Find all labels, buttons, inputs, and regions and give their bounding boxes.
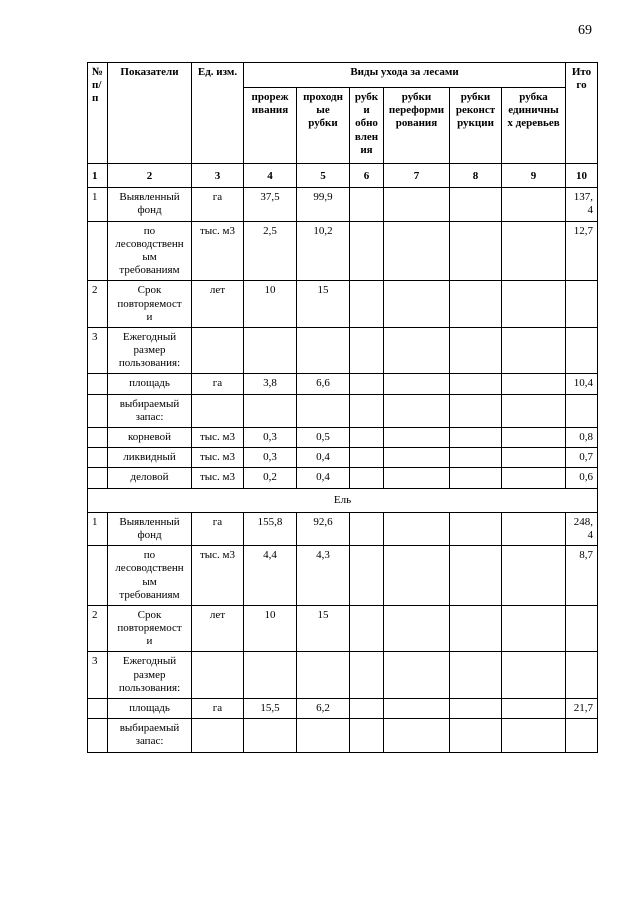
row-empty-cell [384,327,450,374]
row-empty-cell [450,281,502,328]
row-empty-cell [502,652,566,699]
row-thinning-value: 4,4 [244,546,297,606]
row-number [88,428,108,448]
table-row [88,719,598,752]
row-number: 3 [88,652,108,699]
row-number: 2 [88,605,108,652]
row-empty-cell [450,719,502,752]
row-empty-cell [350,221,384,281]
table-row [88,188,598,221]
table-row [88,468,598,488]
header-type-reconstruction: рубки реконст рукции [450,88,502,164]
row-indicator: корневой [108,428,192,448]
row-total [566,719,598,752]
row-passage-value [297,719,350,752]
col-number: 6 [350,164,384,188]
row-unit: га [192,188,244,221]
header-num: № п/ п [88,63,108,164]
row-empty-cell [350,374,384,394]
row-empty-cell [384,221,450,281]
row-passage-value: 0,4 [297,468,350,488]
row-empty-cell [350,512,384,545]
header-unit: Ед. изм. [192,63,244,164]
row-unit: тыс. м3 [192,546,244,606]
row-unit [192,327,244,374]
header-type-renewal: рубк и обно влен ия [350,88,384,164]
row-empty-cell [384,374,450,394]
row-empty-cell [384,512,450,545]
row-passage-value: 0,4 [297,448,350,468]
row-empty-cell [350,394,384,427]
row-empty-cell [502,221,566,281]
row-empty-cell [350,188,384,221]
row-empty-cell [450,394,502,427]
row-total: 137, 4 [566,188,598,221]
row-unit: тыс. м3 [192,468,244,488]
row-empty-cell [384,719,450,752]
row-empty-cell [350,448,384,468]
row-empty-cell [350,468,384,488]
row-indicator: деловой [108,468,192,488]
row-indicator: по лесоводственн ым требованиям [108,546,192,606]
row-passage-value [297,394,350,427]
col-number: 8 [450,164,502,188]
row-thinning-value: 2,5 [244,221,297,281]
row-number: 3 [88,327,108,374]
row-indicator: Ежегодный размер пользования: [108,327,192,374]
row-empty-cell [350,546,384,606]
header-types-title: Виды ухода за лесами [244,63,566,88]
row-empty-cell [350,605,384,652]
row-number [88,448,108,468]
row-thinning-value [244,652,297,699]
row-total: 0,6 [566,468,598,488]
table-row [88,605,598,652]
col-number: 3 [192,164,244,188]
row-passage-value: 6,2 [297,699,350,719]
row-indicator: Выявленный фонд [108,512,192,545]
row-indicator: выбираемый запас: [108,394,192,427]
row-empty-cell [502,188,566,221]
row-empty-cell [384,428,450,448]
row-thinning-value: 3,8 [244,374,297,394]
row-thinning-value: 0,2 [244,468,297,488]
row-indicator: выбираемый запас: [108,719,192,752]
col-number: 2 [108,164,192,188]
row-empty-cell [450,546,502,606]
row-number [88,394,108,427]
table-row [88,652,598,699]
row-empty-cell [502,699,566,719]
row-number [88,699,108,719]
row-empty-cell [450,652,502,699]
table-row [88,699,598,719]
table-row [88,428,598,448]
row-unit [192,719,244,752]
row-empty-cell [502,468,566,488]
row-indicator: Срок повторяемост и [108,281,192,328]
row-empty-cell [450,327,502,374]
row-thinning-value [244,394,297,427]
table-row [88,512,598,545]
row-empty-cell [384,546,450,606]
row-empty-cell [350,281,384,328]
row-empty-cell [450,448,502,468]
row-thinning-value [244,719,297,752]
row-unit: га [192,512,244,545]
row-empty-cell [502,394,566,427]
header-type-passage: проходн ые рубки [297,88,350,164]
table-row [88,327,598,374]
row-thinning-value: 37,5 [244,188,297,221]
row-thinning-value: 0,3 [244,448,297,468]
row-empty-cell [450,374,502,394]
row-unit: тыс. м3 [192,221,244,281]
row-empty-cell [450,428,502,448]
col-number: 9 [502,164,566,188]
row-empty-cell [502,448,566,468]
row-indicator: ликвидный [108,448,192,468]
row-empty-cell [384,394,450,427]
header-row-1 [88,63,598,88]
section-title: Ель [88,488,598,512]
row-passage-value: 4,3 [297,546,350,606]
table-row [88,221,598,281]
row-unit: лет [192,281,244,328]
row-number: 1 [88,512,108,545]
row-empty-cell [502,605,566,652]
row-empty-cell [502,327,566,374]
page-number: 69 [578,23,592,38]
row-total: 0,8 [566,428,598,448]
row-indicator: Срок повторяемост и [108,605,192,652]
col-number: 1 [88,164,108,188]
row-indicator: по лесоводственн ым требованиям [108,221,192,281]
row-empty-cell [384,468,450,488]
row-total: 0,7 [566,448,598,468]
row-indicator: Выявленный фонд [108,188,192,221]
row-empty-cell [384,605,450,652]
row-passage-value: 10,2 [297,221,350,281]
row-passage-value [297,652,350,699]
table-row [88,394,598,427]
row-unit [192,652,244,699]
row-empty-cell [350,327,384,374]
row-empty-cell [384,281,450,328]
col-number: 5 [297,164,350,188]
row-total: 8,7 [566,546,598,606]
row-empty-cell [502,546,566,606]
row-empty-cell [450,188,502,221]
row-passage-value: 92,6 [297,512,350,545]
table-row [88,281,598,328]
col-number: 10 [566,164,598,188]
forest-care-table [87,62,598,753]
col-number: 4 [244,164,297,188]
row-unit: га [192,374,244,394]
row-number [88,719,108,752]
row-indicator: Ежегодный размер пользования: [108,652,192,699]
row-total [566,652,598,699]
row-empty-cell [350,428,384,448]
section-row [88,488,598,512]
row-total [566,605,598,652]
row-total: 12,7 [566,221,598,281]
row-empty-cell [384,188,450,221]
header-type-thinning: прореж ивания [244,88,297,164]
row-indicator: площадь [108,374,192,394]
row-empty-cell [384,448,450,468]
row-empty-cell [450,605,502,652]
header-type-reformation: рубки переформи рования [384,88,450,164]
row-empty-cell [450,699,502,719]
row-total [566,327,598,374]
row-total: 10,4 [566,374,598,394]
header-indicator: Показатели [108,63,192,164]
row-total: 248, 4 [566,512,598,545]
table-row [88,546,598,606]
row-passage-value: 99,9 [297,188,350,221]
row-total [566,281,598,328]
row-empty-cell [384,652,450,699]
row-total [566,394,598,427]
row-total: 21,7 [566,699,598,719]
row-empty-cell [350,652,384,699]
row-empty-cell [502,512,566,545]
header-total: Ито го [566,63,598,164]
row-indicator: площадь [108,699,192,719]
row-empty-cell [502,374,566,394]
row-unit: тыс. м3 [192,428,244,448]
row-passage-value: 6,6 [297,374,350,394]
row-unit: га [192,699,244,719]
row-number: 2 [88,281,108,328]
row-number [88,374,108,394]
row-number [88,221,108,281]
row-thinning-value: 0,3 [244,428,297,448]
row-number: 1 [88,188,108,221]
row-unit: тыс. м3 [192,448,244,468]
row-unit [192,394,244,427]
header-type-single-trees: рубка единичны х деревьев [502,88,566,164]
row-empty-cell [450,221,502,281]
row-thinning-value: 155,8 [244,512,297,545]
row-empty-cell [502,428,566,448]
row-empty-cell [502,281,566,328]
row-thinning-value [244,327,297,374]
column-numbers-row [88,164,598,188]
table-row [88,374,598,394]
row-passage-value: 15 [297,605,350,652]
table-row [88,448,598,468]
row-empty-cell [450,468,502,488]
row-passage-value [297,327,350,374]
row-thinning-value: 10 [244,281,297,328]
row-passage-value: 15 [297,281,350,328]
row-thinning-value: 10 [244,605,297,652]
row-number [88,468,108,488]
row-unit: лет [192,605,244,652]
row-empty-cell [450,512,502,545]
col-number: 7 [384,164,450,188]
row-empty-cell [350,699,384,719]
row-thinning-value: 15,5 [244,699,297,719]
row-number [88,546,108,606]
row-empty-cell [502,719,566,752]
row-passage-value: 0,5 [297,428,350,448]
row-empty-cell [350,719,384,752]
row-empty-cell [384,699,450,719]
